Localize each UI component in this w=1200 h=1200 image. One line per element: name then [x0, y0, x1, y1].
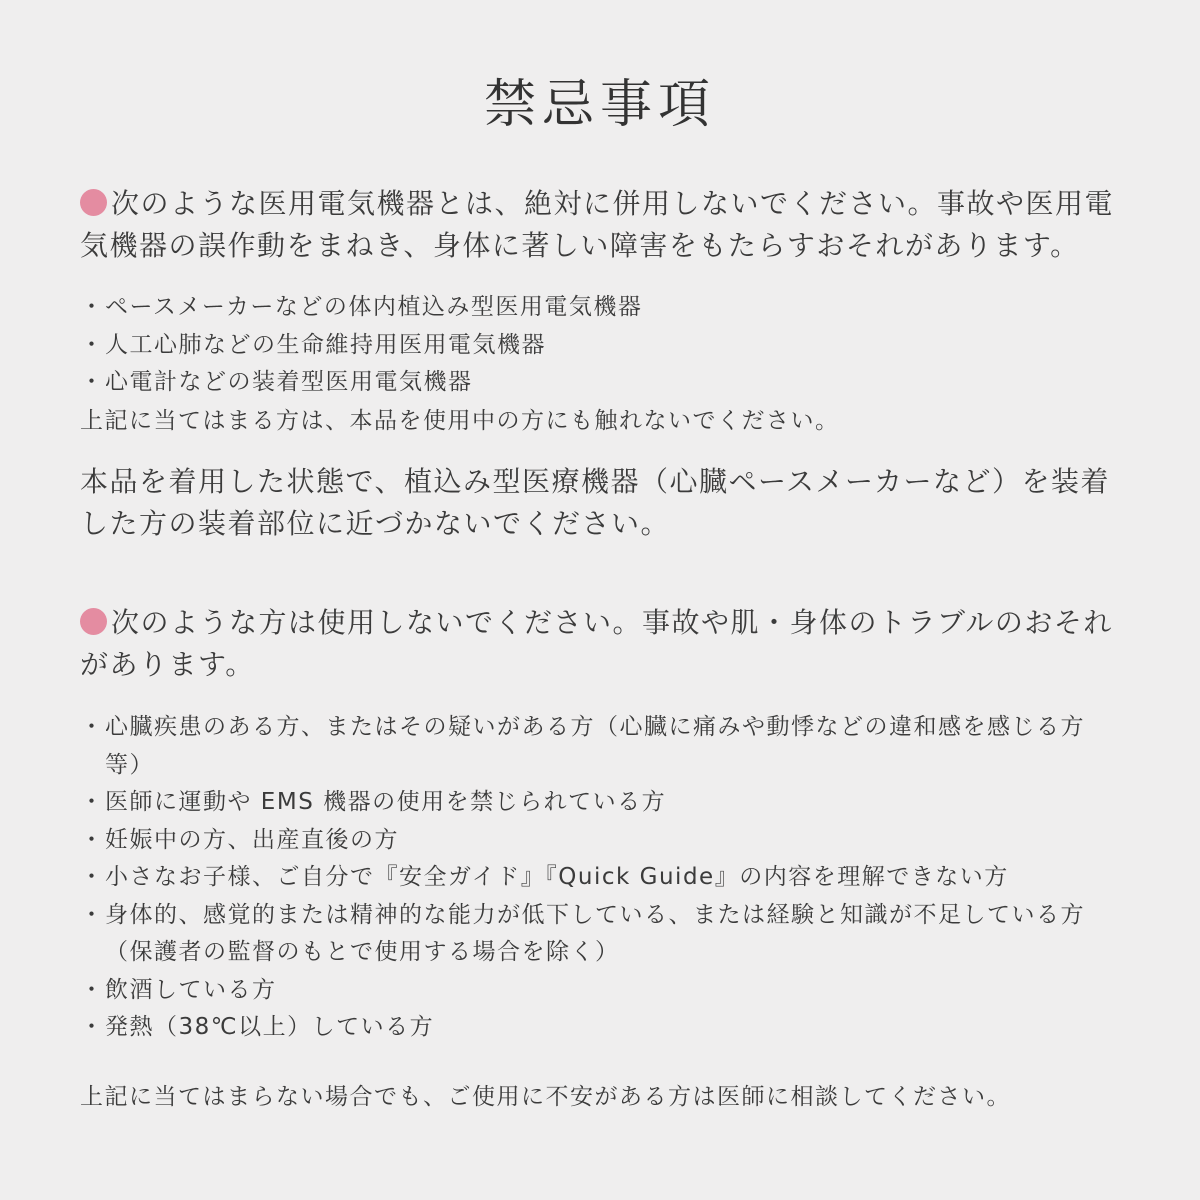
- bullet-circle-icon: [80, 189, 107, 216]
- list-item: ・ 心電計などの装着型医用電気機器: [80, 369, 473, 395]
- list-item: ・ ペースメーカーなどの体内植込み型医用電気機器: [80, 294, 643, 320]
- list-item: ・ 発熱（38℃以上）している方: [80, 1014, 435, 1040]
- section2-lead: [80, 602, 1120, 686]
- section2-footer: 上記に当てはまらない場合でも、ご使用に不安がある方は医師に相談してください。: [80, 1084, 1011, 1110]
- list-item: ・ 妊娠中の方、出産直後の方: [80, 826, 399, 853]
- list-item: ・ 医師に運動や EMS 機器の使用を禁じられている方: [80, 789, 667, 815]
- section2-lead-text: 次のような方は使用しないでください。事故や肌・身体のトラブルのおそれがあります。: [80, 606, 1113, 681]
- section1-lead: [80, 183, 1120, 267]
- list-item: ・ 飲酒している方: [80, 976, 277, 1003]
- list-item: ・ 心臓疾患のある方、またはその疑いがある方（心臓に痛みや動悸などの違和感を感じる方等）: [80, 714, 1085, 778]
- list-item: ・ 人工心肺などの生命維持用医用電気機器: [80, 331, 546, 358]
- list-item: ・ 小さなお子様、ご自分で『安全ガイド』『Quick Guide』の内容を理解できない方: [80, 864, 1009, 890]
- list-item: ・ 身体的、感覚的または精神的な能力が低下している、または経験と知識が不足している方（保護者の監督のもとで使用する場合を除く）: [80, 901, 1085, 965]
- bullet-circle-icon: [80, 608, 107, 635]
- section1-lead-text: 次のような医用電気機器とは、絶対に併用しないでください。事故や医用電気機器の誤作動をまねき、身体に著しい障害をもたらすおそれがあります。: [80, 187, 1115, 262]
- page-title: 禁忌事項: [483, 75, 716, 135]
- section1-paragraph: 本品を着用した状態で、植込み型医療機器（心臓ペースメーカーなど）を装着した方の装着部位に近づかないでください。: [80, 465, 1110, 540]
- section1-note: 上記に当てはまる方は、本品を使用中の方にも触れないでください。: [80, 408, 840, 434]
- section2-list: [80, 709, 1120, 1047]
- section1-list: [80, 289, 1120, 402]
